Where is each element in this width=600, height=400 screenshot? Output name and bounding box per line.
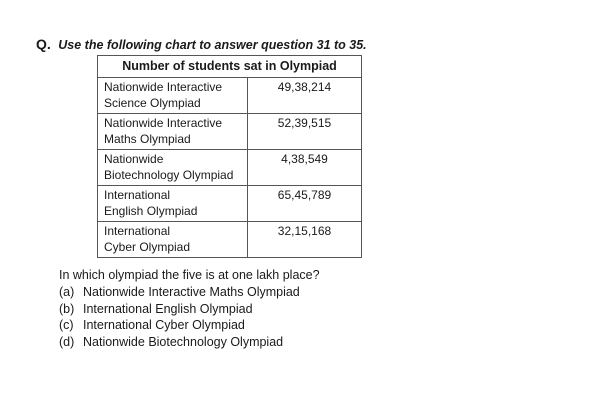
olympiad-name-line2: English Olympiad [104,204,198,218]
student-count: 32,15,168 [248,222,362,258]
option-text: Nationwide Biotechnology Olympiad [83,334,284,349]
option-text: International Cyber Olympiad [83,318,245,333]
table-row [98,222,362,258]
olympiad-name [98,150,248,186]
answer-options [59,284,300,350]
olympiad-name-line2: Cyber Olympiad [104,240,191,254]
table-title: Number of students sat in Olympiad [98,56,362,78]
table-row [98,150,362,186]
answer-option-d[interactable] [59,334,300,351]
olympiad-name-line1: Nationwide [104,152,164,166]
question-text: In which olympiad the five is at one lakh place? [59,268,320,282]
olympiad-name-line2: Science Olympiad [104,96,201,110]
olympiad-name [98,114,248,150]
option-label: (c) [59,318,74,333]
table-row [98,114,362,150]
student-count: 65,45,789 [248,186,362,222]
olympiad-name-line2: Maths Olympiad [104,132,191,146]
student-count: 4,38,549 [248,150,362,186]
olympiad-name [98,222,248,258]
olympiad-name [98,78,248,114]
olympiad-table [97,55,362,258]
option-text: International English Olympiad [83,301,253,316]
option-label: (d) [59,334,75,349]
olympiad-name [98,186,248,222]
table-row [98,78,362,114]
table-header-row [98,56,362,78]
option-text: Nationwide Interactive Maths Olympiad [83,285,300,299]
question-header [36,36,367,53]
student-count: 49,38,214 [248,78,362,114]
olympiad-name-line1: Nationwide Interactive [104,80,223,94]
table-row [98,186,362,222]
olympiad-name-line1: International [104,224,171,238]
student-count: 52,39,515 [248,114,362,150]
olympiad-name-line1: Nationwide Interactive [104,116,223,130]
answer-option-c[interactable] [59,317,300,334]
option-label: (b) [59,301,75,316]
option-label: (a) [59,285,75,299]
olympiad-name-line2: Biotechnology Olympiad [104,168,234,182]
answer-option-b[interactable] [59,301,300,318]
olympiad-name-line1: International [104,188,171,202]
answer-option-a[interactable] [59,284,300,301]
question-instruction: Use the following chart to answer question 31 to 35. [58,38,367,52]
question-label: Q. [36,36,51,52]
